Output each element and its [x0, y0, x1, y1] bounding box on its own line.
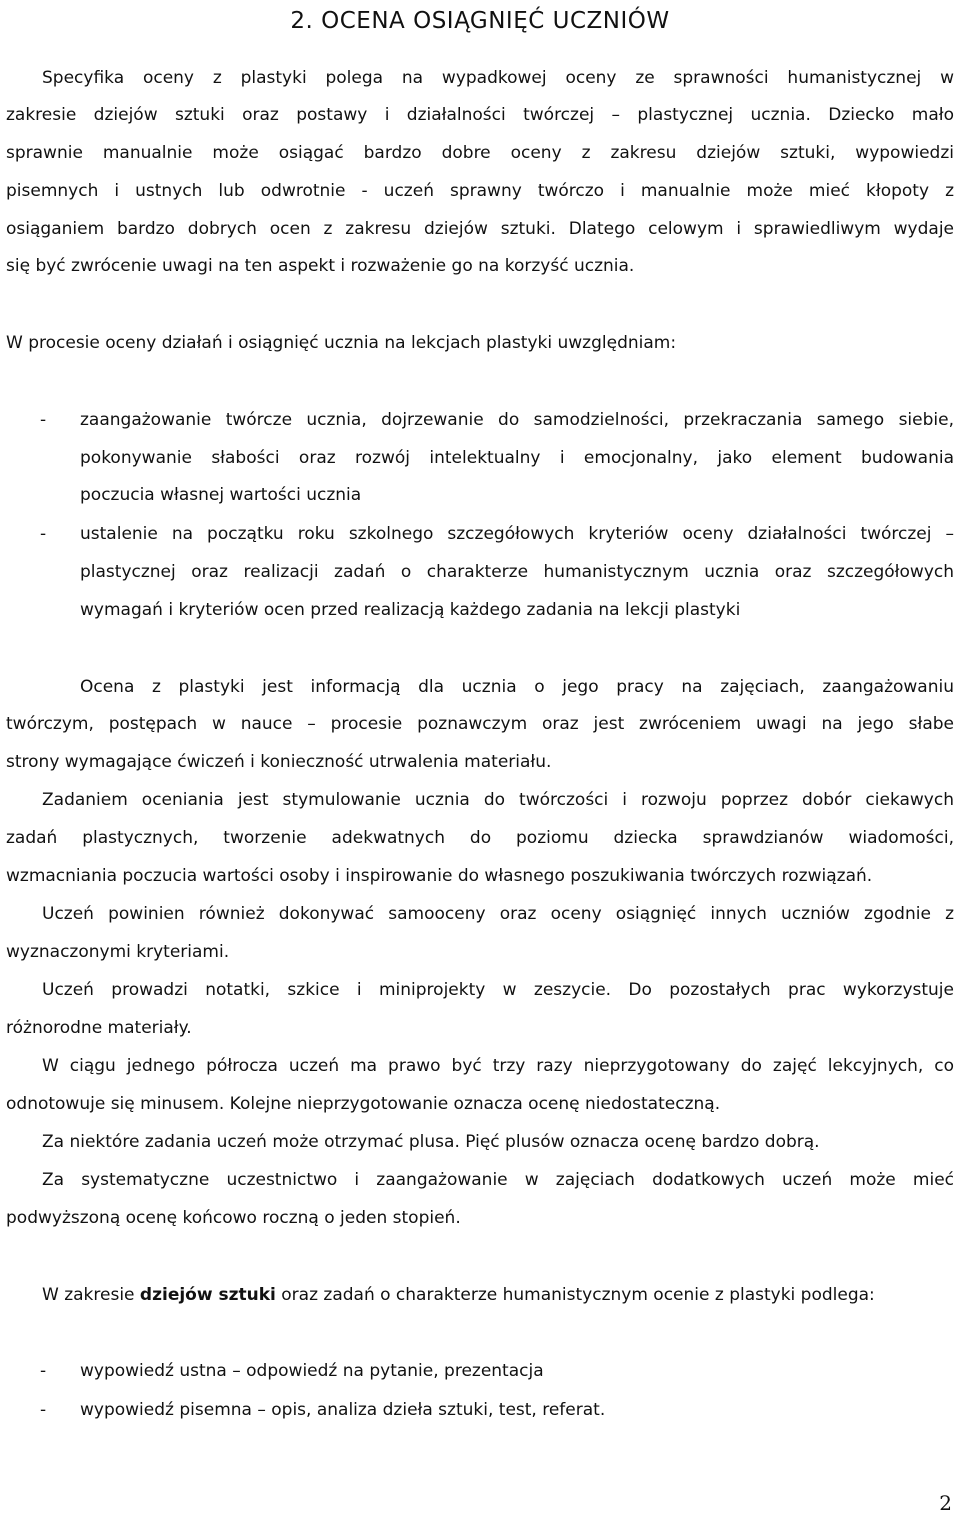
paragraph-line: wyznaczonymi kryteriami.	[6, 942, 230, 962]
paragraph-line: Zadaniem oceniania jest stymulowanie ucznia do twórczości i rozwoju poprzez dobór ciekawych	[42, 790, 954, 810]
list-bullet: -	[40, 410, 47, 430]
paragraph-line: W ciągu jednego półrocza uczeń ma prawo być trzy razy nieprzygotowany do zajęć lekcyjnych, co	[42, 1056, 954, 1076]
history-intro	[42, 1284, 954, 1306]
paragraph-line: strony wymagające ćwiczeń i konieczność utrwalenia materiału.	[6, 752, 552, 772]
paragraph-line: Za systematyczne uczestnictwo i zaangażowanie w zajęciach dodatkowych uczeń może mieć	[42, 1170, 954, 1190]
intro-line: się być zwrócenie uwagi na ten aspekt i rozważenie go na korzyść ucznia.	[6, 256, 635, 276]
intro-line: pisemnych i ustnych lub odwrotnie - uczeń sprawny twórczo i manualnie może mieć kłopoty z	[6, 181, 954, 201]
intro-line: sprawnie manualnie może osiągać bardzo dobre oceny z zakresu dziejów sztuki, wypowiedzi	[6, 143, 954, 163]
paragraph-line: zadań plastycznych, tworzenie adekwatnych do poziomu dziecka sprawdzianów wiadomości,	[6, 828, 954, 848]
list-bullet: -	[40, 1400, 47, 1420]
history-intro-bold: dziejów sztuki	[139, 1285, 276, 1305]
history-item: wypowiedź pisemna – opis, analiza dzieła sztuki, test, referat.	[80, 1400, 606, 1420]
intro-line: zakresie dziejów sztuki oraz postawy i działalności twórczej – plastycznej ucznia. Dziecko mało	[6, 105, 954, 125]
paragraph-line: różnorodne materiały.	[6, 1018, 192, 1038]
criteria-item-line: wymagań i kryteriów ocen przed realizacją każdego zadania na lekcji plastyki	[80, 600, 741, 620]
paragraph-line: odnotowuje się minusem. Kolejne nieprzygotowanie oznacza ocenę niedostateczną.	[6, 1094, 721, 1114]
intro-line: osiąganiem bardzo dobrych ocen z zakresu dziejów sztuki. Dlatego celowym i sprawiedliwym wydaje	[6, 219, 954, 239]
criteria-item-line: ustalenie na początku roku szkolnego szczegółowych kryteriów oceny działalności twórczej –	[80, 524, 954, 544]
criteria-item-line: poczucia własnej wartości ucznia	[80, 485, 362, 505]
criteria-item-line: pokonywanie słabości oraz rozwój intelektualny i emocjonalny, jako element budowania	[80, 448, 954, 468]
criteria-item-line: zaangażowanie twórcze ucznia, dojrzewanie do samodzielności, przekraczania samego siebie,	[80, 410, 954, 430]
page-number: 2	[939, 1491, 952, 1515]
history-item: wypowiedź ustna – odpowiedź na pytanie, prezentacja	[80, 1361, 544, 1381]
paragraph-line: Za niektóre zadania uczeń może otrzymać plusa. Pięć plusów oznacza ocenę bardzo dobrą.	[42, 1132, 820, 1152]
paragraph-line: Ocena z plastyki jest informacją dla ucznia o jego pracy na zajęciach, zaangażowaniu	[80, 677, 954, 697]
intro-line: Specyfika oceny z plastyki polega na wypadkowej oceny ze sprawności humanistycznej w	[42, 68, 954, 88]
list-bullet: -	[40, 524, 47, 544]
list-bullet: -	[40, 1361, 47, 1381]
process-intro: W procesie oceny działań i osiągnięć ucznia na lekcjach plastyki uwzględniam:	[6, 333, 677, 353]
paragraph-line: Uczeń powinien również dokonywać samooceny oraz oceny osiągnięć innych uczniów zgodnie z	[42, 904, 954, 924]
paragraph-line: podwyższoną ocenę końcowo roczną o jeden stopień.	[6, 1208, 461, 1228]
page-title: 2. OCENA OSIĄGNIĘĆ UCZNIÓW	[290, 8, 670, 34]
history-intro-pre: W zakresie	[42, 1285, 140, 1305]
paragraph-line: wzmacniania poczucia wartości osoby i inspirowanie do własnego poszukiwania twórczych rozwiązań.	[6, 866, 873, 886]
paragraph-line: Uczeń prowadzi notatki, szkice i miniprojekty w zeszycie. Do pozostałych prac wykorzystuje	[42, 980, 954, 1000]
paragraph-line: twórczym, postępach w nauce – procesie poznawczym oraz jest zwróceniem uwagi na jego słabe	[6, 714, 954, 734]
criteria-item-line: plastycznej oraz realizacji zadań o charakterze humanistycznym ucznia oraz szczegółowych	[80, 562, 954, 582]
history-intro-post: oraz zadań o charakterze humanistycznym ocenie z plastyki podlega:	[275, 1285, 875, 1305]
